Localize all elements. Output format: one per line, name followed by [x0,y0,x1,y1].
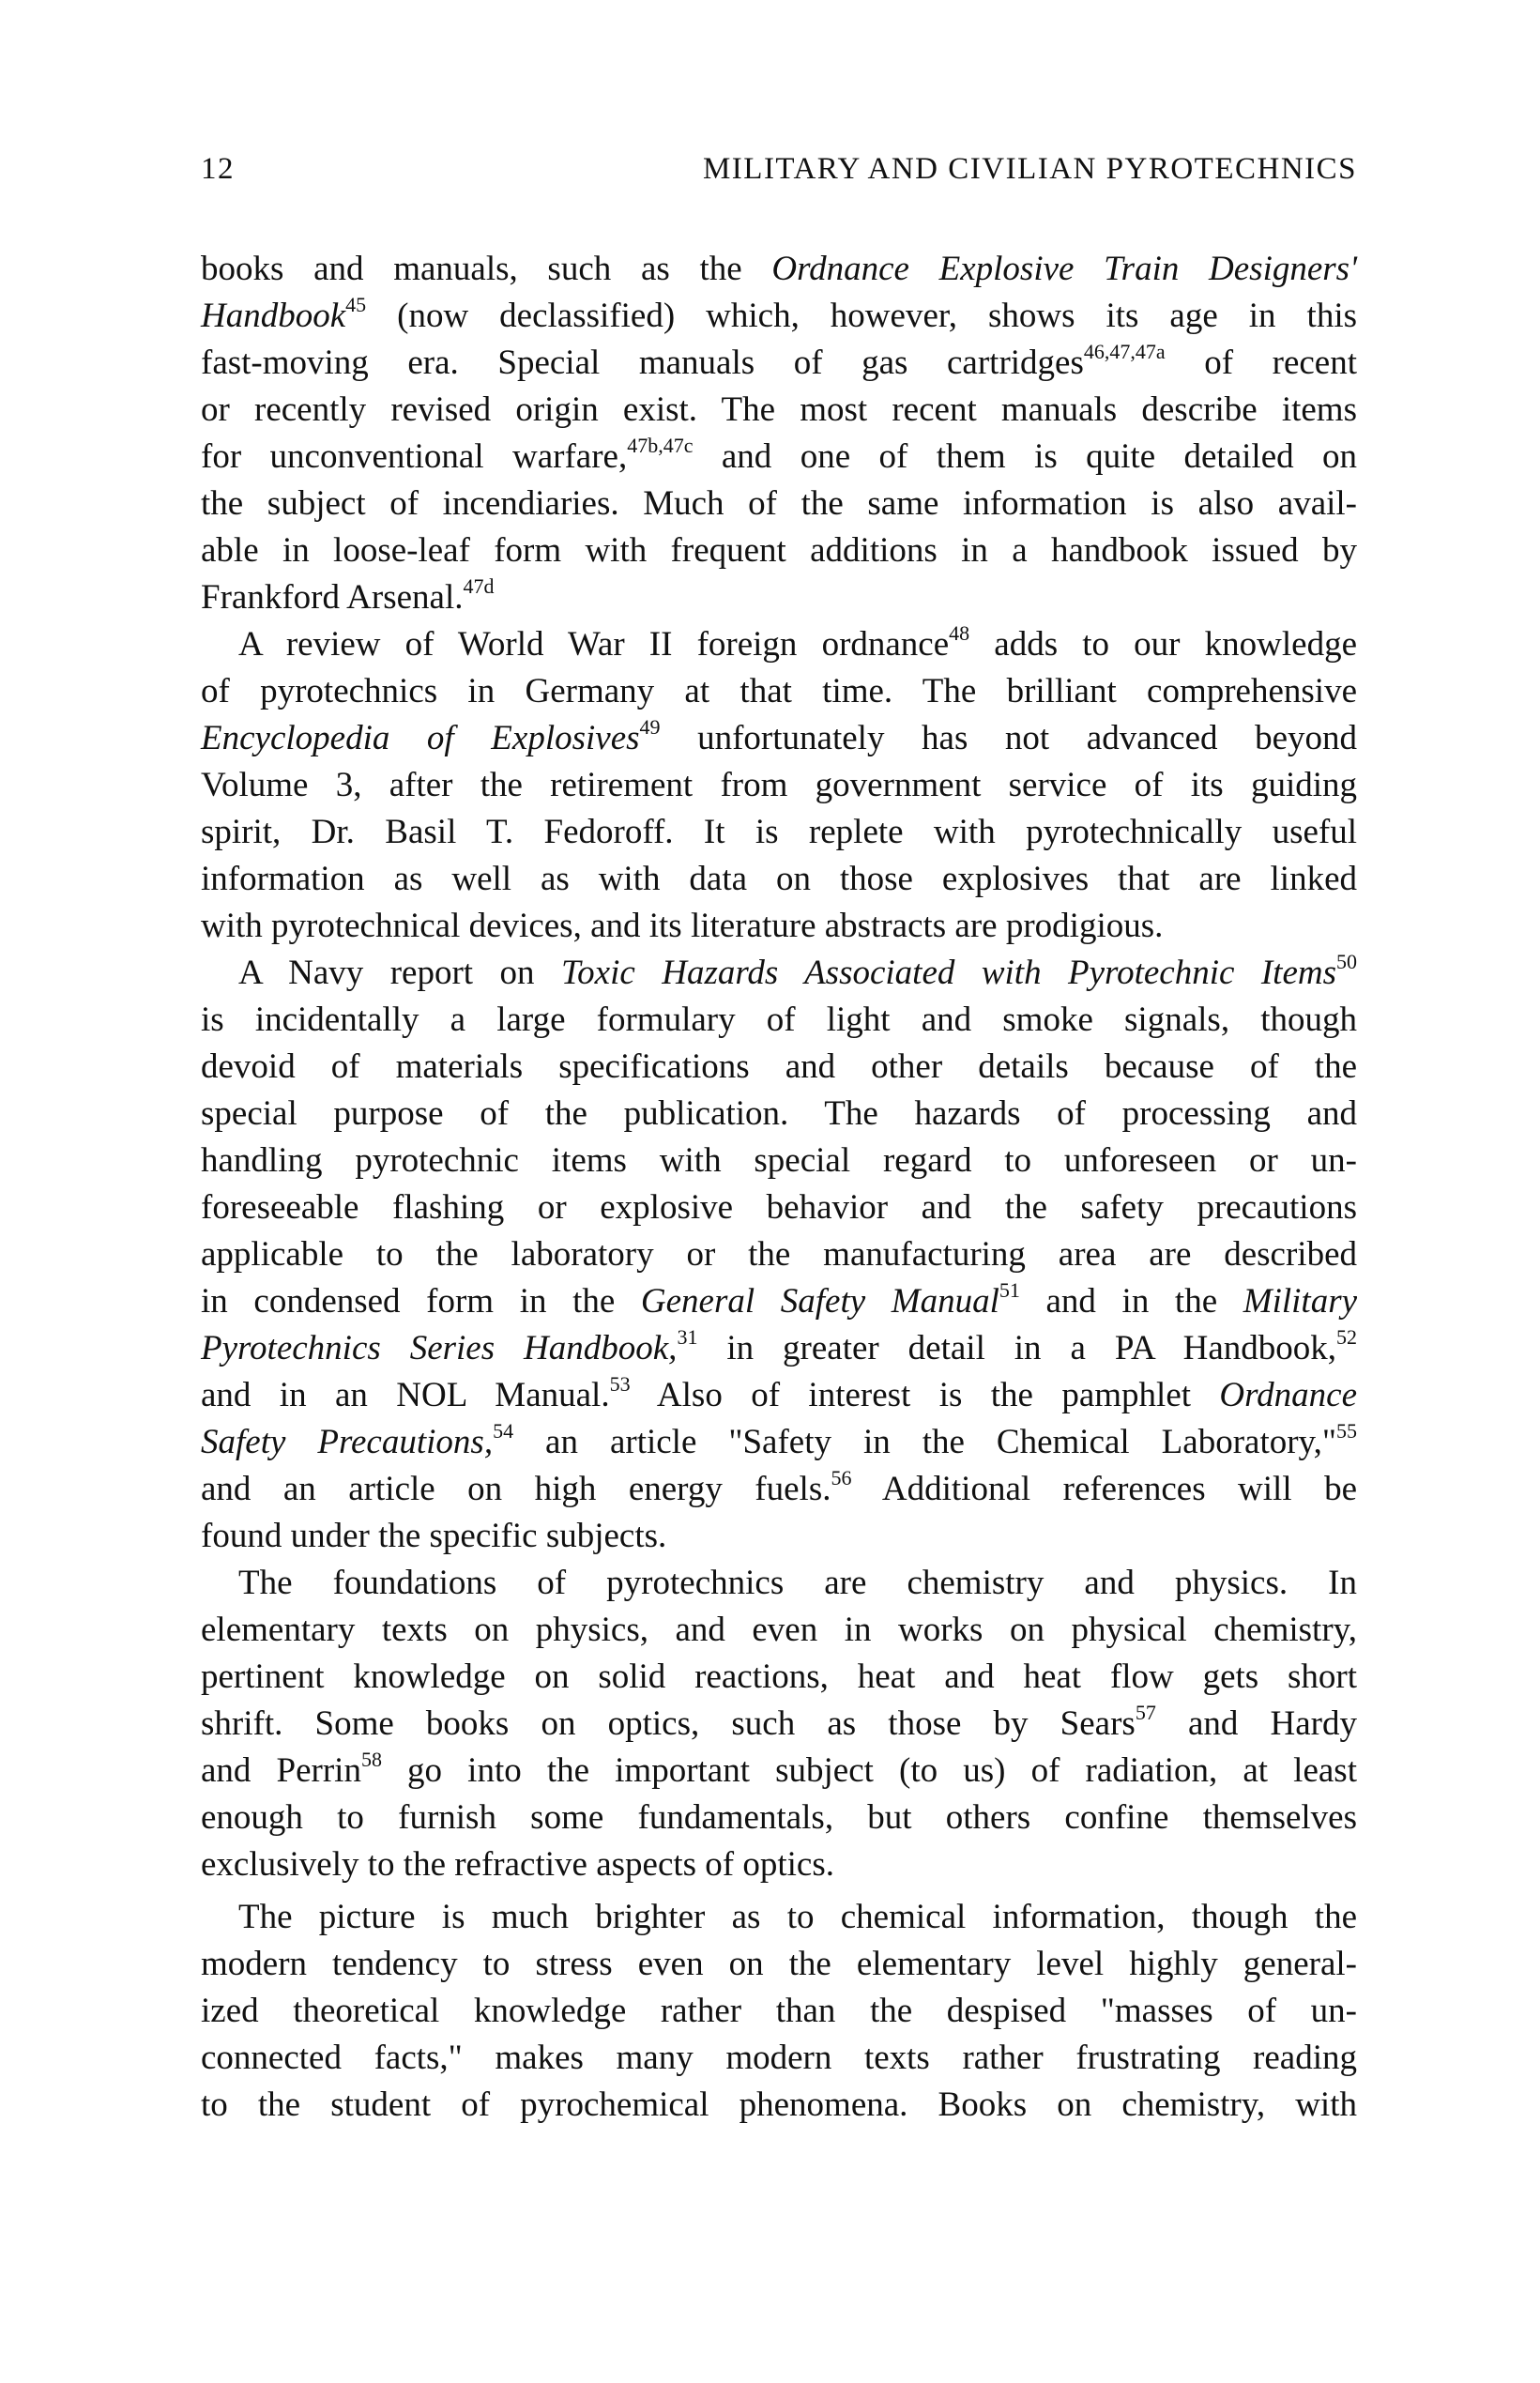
text-line [201,668,1357,715]
text-span: Additional references will be [851,1470,1357,1508]
text-span: of pyrotechnics in Germany at that time. The brilliant comprehensive [201,672,1357,710]
text-span: fast-moving era. Special manuals of gas cartridges [201,344,1084,382]
text-span: devoid of materials specifications and other details because of the [201,1047,1357,1086]
text-span: handling pyrotechnic items with special regard to unforeseen or un- [201,1141,1357,1180]
text-line [201,1560,1357,1607]
text-span: The picture is much brighter as to chemical information, though the [238,1898,1357,1936]
italic-title-text: Ordnance [1219,1376,1357,1414]
text-line [201,1654,1357,1701]
reference-superscript: 52 [1336,1325,1357,1349]
text-span: and Perrin [201,1751,361,1790]
text-line [201,903,1357,950]
text-line [201,481,1357,527]
text-line [201,1607,1357,1654]
text-line [201,2035,1357,2082]
text-span: in greater detail in a PA Handbook, [697,1329,1336,1367]
reference-superscript: 58 [360,1748,382,1771]
text-line [201,715,1357,762]
text-span: information as well as with data on those explosives that are linked [201,860,1357,898]
text-line [201,2082,1357,2129]
italic-title-text: General Safety Manual [640,1282,999,1321]
text-span: and Hardy [1155,1704,1357,1743]
text-line [201,1466,1357,1513]
reference-superscript: 51 [999,1278,1020,1302]
text-line [201,1325,1357,1372]
text-line [201,293,1357,340]
reference-superscript: 53 [609,1372,631,1396]
text-span: modern tendency to stress even on the elementary level highly general- [201,1945,1357,1983]
italic-title-text: Military [1243,1282,1358,1321]
text-span: found under the specific subjects. [201,1517,667,1555]
text-span: The foundations of pyrotechnics are chemistry and physics. In [238,1564,1357,1602]
reference-superscript: 57 [1135,1701,1156,1724]
text-span: Also of interest is the pamphlet [630,1376,1220,1414]
text-span: Frankford Arsenal. [201,578,464,617]
text-line [201,1231,1357,1278]
text-span: Volume 3, after the retirement from government service of its guiding [201,766,1357,804]
reference-superscript: 31 [677,1325,698,1349]
text-line [201,246,1357,293]
text-span: and in the [1019,1282,1243,1321]
reference-superscript: 55 [1336,1419,1357,1443]
reference-superscript: 47d [463,574,495,598]
text-span: and one of them is quite detailed on [693,437,1358,476]
page-number: 12 [201,152,235,186]
text-span: adds to our knowledge [969,625,1357,664]
text-span: able in loose-leaf form with frequent additions in a handbook issued by [201,531,1357,570]
italic-title-text: Encyclopedia of Explosives [201,719,640,757]
text-line [201,1278,1357,1325]
text-line [201,1419,1357,1466]
text-line [201,1513,1357,1560]
text-span: A review of World War II foreign ordnance [238,625,950,664]
body-text [201,246,1357,2129]
italic-title-text: Safety Precautions, [201,1423,494,1461]
text-span: special purpose of the publication. The hazards of processing and [201,1094,1357,1133]
italic-title-text: Handbook [201,297,346,335]
reference-superscript: 47b,47c [627,434,694,457]
text-line [201,1091,1357,1138]
reference-superscript: 45 [345,293,367,316]
text-line [201,1894,1357,1941]
text-span: for unconventional warfare, [201,437,628,476]
text-span: (now declassified) which, however, shows its age in this [366,297,1357,335]
italic-title-text: Pyrotechnics Series Handbook, [201,1329,678,1367]
text-span: to the student of pyrochemical phenomena. Books on chemistry, with [201,2085,1357,2124]
text-span: elementary texts on physics, and even in works on physical chemistry, [201,1611,1357,1649]
text-line [201,1184,1357,1231]
text-line [201,762,1357,809]
text-line [201,950,1357,997]
text-span: an article "Safety in the Chemical Laboratory," [513,1423,1336,1461]
italic-title-text: Ordnance Explosive Train Designers' [771,250,1357,288]
text-line [201,1138,1357,1184]
text-span: pertinent knowledge on solid reactions, heat and heat flow gets short [201,1657,1357,1696]
text-line [201,527,1357,574]
text-span: enough to furnish some fundamentals, but others confine themselves [201,1798,1357,1837]
text-span: with pyrotechnical devices, and its literature abstracts are prodigious. [201,907,1164,945]
text-span: unfortunately has not advanced beyond [660,719,1357,757]
text-span: A Navy report on [238,954,561,992]
text-span: or recently revised origin exist. The most recent manuals describe items [201,390,1357,429]
text-span: books and manuals, such as the [201,250,772,288]
text-span: of recent [1165,344,1357,382]
text-span: and in an NOL Manual. [201,1376,610,1414]
reference-superscript: 49 [639,715,661,739]
text-span: shrift. Some books on optics, such as those by Sears [201,1704,1136,1743]
reference-superscript: 54 [493,1419,514,1443]
text-span: in condensed form in the [201,1282,641,1321]
reference-superscript: 48 [949,621,970,645]
text-line [201,1701,1357,1748]
text-line [201,1372,1357,1419]
text-span: connected facts," makes many modern texts rather frustrating reading [201,2039,1357,2077]
text-line [201,1748,1357,1795]
text-line [201,1044,1357,1091]
reference-superscript: 46,47,47a [1083,340,1166,363]
text-line [201,574,1357,621]
text-span: and an article on high energy fuels. [201,1470,831,1508]
text-span: go into the important subject (to us) of radiation, at least [381,1751,1357,1790]
text-span: spirit, Dr. Basil T. Fedoroff. It is replete with pyrotechnically useful [201,813,1357,851]
text-line [201,856,1357,903]
text-line [201,340,1357,387]
text-span: exclusively to the refractive aspects of optics. [201,1845,834,1884]
italic-title-text: Toxic Hazards Associated with Pyrotechnic Items [560,954,1336,992]
text-line [201,1941,1357,1988]
running-title: MILITARY AND CIVILIAN PYROTECHNICS [702,152,1357,186]
text-line [201,1795,1357,1841]
text-line [201,387,1357,434]
reference-superscript: 56 [831,1466,852,1489]
text-line [201,809,1357,856]
text-line [201,997,1357,1044]
text-span: the subject of incendiaries. Much of the same information is also avail- [201,484,1357,523]
text-line [201,1988,1357,2035]
text-span: is incidentally a large formulary of light and smoke signals, though [201,1001,1357,1039]
text-span: ized theoretical knowledge rather than the despised "masses of un- [201,1992,1357,2030]
running-header [201,152,1357,193]
text-span: foreseeable flashing or explosive behavior and the safety precautions [201,1188,1357,1227]
text-span: applicable to the laboratory or the manufacturing area are described [201,1235,1357,1274]
text-line [201,621,1357,668]
reference-superscript: 50 [1336,950,1357,973]
text-line [201,1841,1357,1888]
text-line [201,434,1357,481]
